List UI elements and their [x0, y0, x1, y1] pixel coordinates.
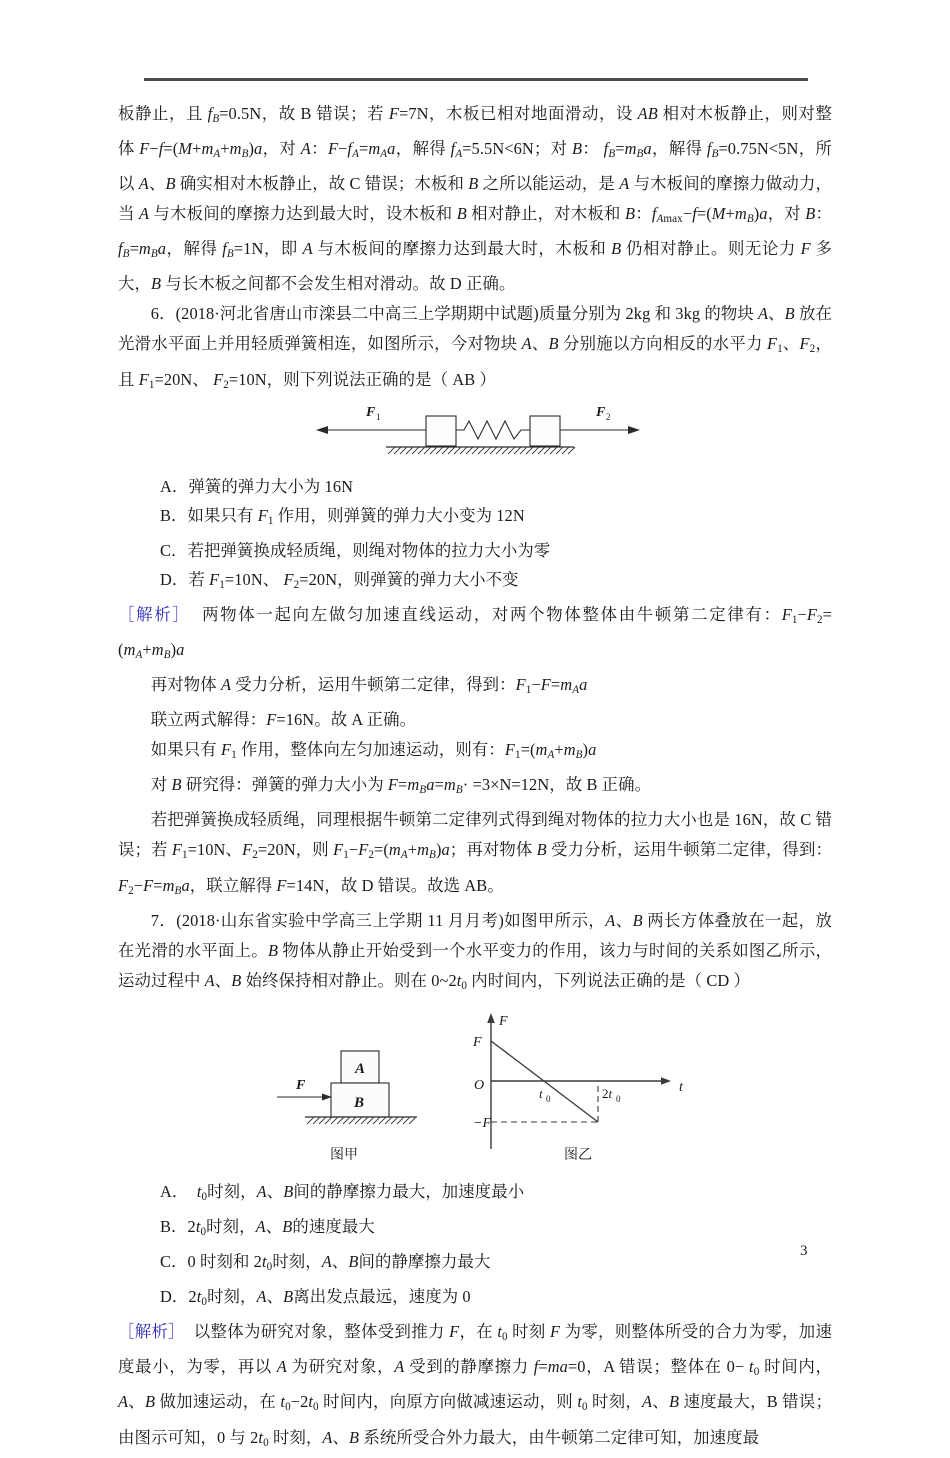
question-6-option-d: D．若 F1=10N、 F2=20N，则弹簧的弹力大小不变	[160, 569, 519, 591]
question-7-stem: 7．(2018·山东省实验中学高三上学期 11 月月考)如图甲所示，A、B 两长方体叠放在一起，放在光滑的水平面上。B 物体从静止开始受到一个水平变力的作用，该力与时间的关系如图乙所示，运动过程中 A、B 始终保持相对静止。则在 0~2t0 内时间内，下列说法正确的是（ CD ）	[118, 910, 833, 992]
analysis-tag: ［解析］	[118, 604, 191, 624]
y-axis-label: F	[499, 1013, 508, 1029]
page-number: 3	[800, 1243, 808, 1259]
y-tick-label-f: F	[473, 1034, 482, 1050]
svg-text:0: 0	[546, 1093, 551, 1104]
question-6-analysis-3: 联立两式解得：F=16N。故 A 正确。	[150, 710, 417, 730]
force-label-f-jia: F	[296, 1077, 306, 1093]
paragraph-q5-continuation: 板静止，且 $f_B=0.5N$，故 B 错误；若 F=7N，木板已相对地面滑动，设 AB 相对木板静止，则对整体 $F-f=(M+m_A+m_B)a$，对 A：$F-f_A=m_Aa$，解得 $f_A=5.5N<6N$；对 B： $f_B=m_Ba$，解得 $f_B=0.75N<5N$，所以 A、B 确实相对木板静止，故 C 错误；木板和 B 之所以能运动，是 A 与木板间的摩擦力做动力，当 A 与木板间的摩擦力达到最大时，设木板和 B 相对静止，对木板和 B：$f_A\max-f=(M+m_B)a$，对 B：$f_B=m_Ba$，解得 $f_B=1N$，即 A 与木板间的摩擦力达到最大时，木板和 B 仍相对静止。则无论力 F 多大，B 与长木板之间都不会发生相对滑动。故 D 正确。	[118, 104, 833, 294]
figure-jia-svg	[253, 1009, 428, 1169]
question-6-analysis-1: ［解析］ 两物体一起向左做匀加速直线运动，对两个物体整体由牛顿第二定律有：$F1-F2=(m_A+m_B)a$	[118, 604, 832, 662]
question-6-stem: 6．(2018·河北省唐山市滦县二中高三上学期期中试题)质量分别为 2kg 和 3kg 的物块 A、B 放在光滑水平面上并用轻质弹簧相连，如图所示，今对物块 A、B 分别施以方向相反的水平力 F1、F2，且 F1=20N、 F2=10N，则下列说法正确的是（ AB ）	[118, 304, 832, 391]
figure-spring-blocks	[118, 406, 832, 464]
question-7-option-b: B．2t0时刻，A、B的速度最大	[160, 1216, 375, 1238]
question-6-option-a: A．弹簧的弹力大小为 16N	[160, 476, 354, 496]
question-7-analysis: ［解析］ 以整体为研究对象，整体受到推力 F，在 t0 时刻 F 为零，则整体所受的合力为零，加速度最小，为零，再以 A 为研究对象，A 受到的静摩擦力 f=ma=0，A 错误；整体在 0− t0 时间内，A、B 做加速运动，在 t0−2t0 时间内，向原方向做减速运动，则 t0 时刻，A、B 速度最大，B 错误；由图示可知，0 与 2t0 时刻，A、B 系统所受合外力最大，由牛顿第二定律可知，加速度最	[118, 1322, 833, 1449]
x-axis-label: t	[679, 1079, 683, 1095]
figure-group-jia-yi	[118, 1009, 832, 1171]
header-rule	[144, 78, 808, 81]
question-6-option-c: C．若把弹簧换成轻质绳，则绳对物体的拉力大小为零	[160, 540, 551, 560]
x-tick-label-t0: t	[539, 1085, 543, 1101]
force-label-f1: F	[366, 404, 376, 420]
question-6-analysis-6: 若把弹簧换成轻质绳，同理根据牛顿第二定律列式得到绳对物体的拉力大小也是 16N，故 C 错误；若 F1=10N、F2=20N，则 $F1-F2=(m_A+m_B)a$；再对物体 B 受力分析，运用牛顿第二定律，得到：$F2-F=m_Ba$，联立解得 F=14N，故 D 错误。故选 AB。	[118, 810, 832, 897]
svg-text:0: 0	[616, 1093, 621, 1104]
figure-jia-caption: 图甲	[330, 1146, 358, 1163]
y-tick-label-neg-f: −F	[473, 1115, 491, 1131]
block-label-b: B	[354, 1094, 365, 1111]
question-7-option-c: C．0 时刻和 2t0时刻，A、B间的静摩擦力最大	[160, 1251, 491, 1274]
x-tick-label-2t0: 2t	[602, 1085, 613, 1101]
question-7-option-a: A． t0时刻，A、B间的静摩擦力最大，加速度最小	[160, 1181, 525, 1203]
page-content	[118, 78, 832, 1458]
figure-yi-caption: 图乙	[564, 1146, 592, 1163]
figure-yi-svg	[443, 1009, 703, 1169]
analysis-tag-2: ［解析］	[118, 1322, 185, 1342]
origin-label: O	[474, 1077, 485, 1093]
block-label-a: A	[355, 1060, 366, 1077]
svg-text:1: 1	[376, 411, 381, 422]
force-label-f2: F	[596, 404, 606, 420]
svg-text:2: 2	[606, 411, 611, 422]
question-6-analysis-5: 对 B 研究得：弹簧的弹力大小为 $F=m_Ba=m_B\cdot =3\times N=12N$，故 B 正确。	[150, 775, 652, 797]
question-6-analysis-4: 如果只有 F1 作用，整体向左匀加速运动，则有：$F1=(m_A+m_B)a$	[150, 740, 597, 762]
spring-figure-svg	[308, 404, 648, 464]
question-6-analysis-2: 再对物体 A 受力分析，运用牛顿第二定律，得到：$F1-F=m_Aa$	[150, 675, 588, 697]
question-6-option-b: B．如果只有 F1 作用，则弹簧的弹力大小变为 12N	[160, 505, 525, 527]
question-7-option-d: D．2t0时刻，A、B离出发点最远，速度为 0	[160, 1287, 471, 1309]
